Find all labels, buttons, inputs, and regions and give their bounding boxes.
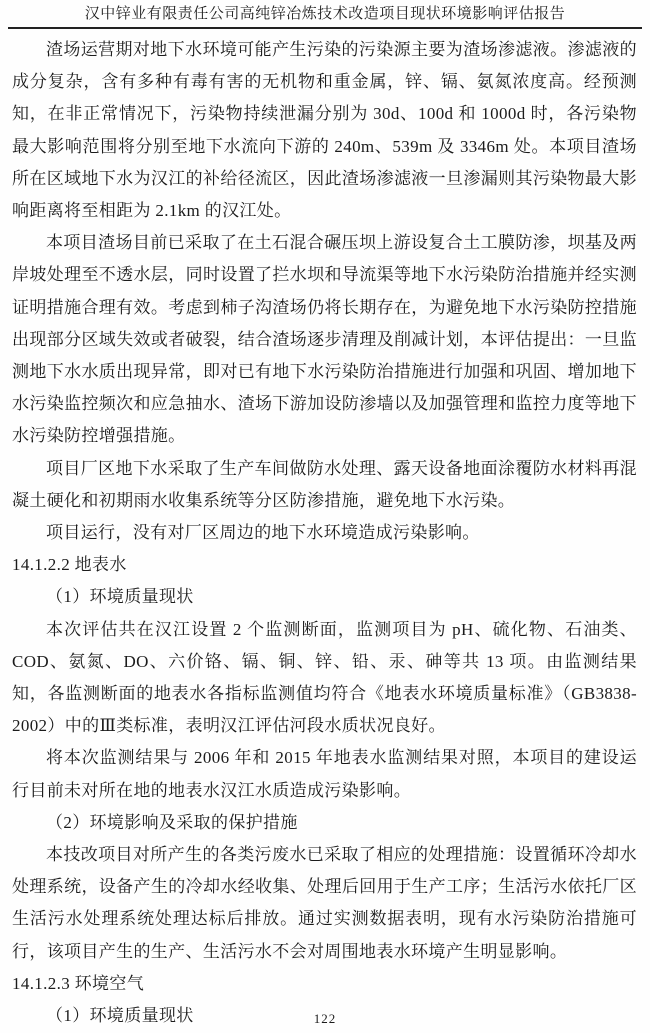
subheading-env-impact-protection: （2）环境影响及采取的保护措施 bbox=[46, 812, 298, 832]
section-heading-ambient-air: 14.1.2.3 环境空气 bbox=[12, 973, 145, 993]
subheading-env-quality-status-1: （1）环境质量现状 bbox=[46, 587, 194, 607]
page-header bbox=[0, 0, 650, 29]
subheading-env-quality-status-2: （1）环境质量现状 bbox=[46, 1006, 194, 1026]
page-footer bbox=[0, 1011, 650, 1027]
page-number: 122 bbox=[313, 1011, 337, 1026]
paragraph-slag-yard-leachate: 渣场运营期对地下水环境可能产生污染的污染源主要为渣场渗滤液。渗滤液的成分复杂，含有多种有毒有害的无机物和重金属，锌、镉、氨氮浓度高。经预测知，在非正常情况下，污染物持续泄漏分别为 30d、100d 和 1000d 时，各污染物最大影响范围将分别至地下水流向下游的 240m、539m 及 3346m 处。本项目渣场所在区域地下水为汉江的补给径流区，因此渣场渗滤液一旦渗漏则其污染物最大影响距离将至相距为 2.1km 的汉江处。 bbox=[12, 40, 637, 221]
paragraph-plant-area-groundwater: 项目厂区地下水采取了生产车间做防水处理、露天设备地面涂覆防水材料再混凝土硬化和初期雨水收集系统等分区防渗措施，避免地下水污染。 bbox=[12, 458, 637, 510]
document-body bbox=[0, 29, 650, 1032]
paragraph-wastewater-treatment: 本技改项目对所产生的各类污废水已采取了相应的处理措施：设置循环冷却水处理系统，设备产生的冷却水经收集、处理后回用于生产工序；生活污水依托厂区生活污水处理系统处理达标后排放。通过实测数据表明，现有水污染防治措施可行，该项目产生的生产、生活污水不会对周围地表水环境产生明显影响。 bbox=[12, 845, 637, 961]
paragraph-monitoring-sections: 本次评估共在汉江设置 2 个监测断面，监测项目为 pH、硫化物、石油类、COD、氨氮、DO、六价铬、镉、铜、锌、铅、汞、砷等共 13 项。由监测结果知，各监测断面的地表水各指标监测值均符合《地表水环境质量标准》（GB3838-2002）中的Ⅲ类标准，表明汉江评估河段水质状况良好。 bbox=[12, 619, 637, 736]
section-heading-surface-water: 14.1.2.2 地表水 bbox=[12, 555, 127, 575]
paragraph-seepage-control-measures: 本项目渣场目前已采取了在土石混合碾压坝上游设复合土工膜防渗，坝基及两岸坡处理至不透水层，同时设置了拦水坝和导流渠等地下水污染防治措施并经实测证明措施合理有效。考虑到柿子沟渣场仍将长期存在，为避免地下水污染防控措施出现部分区域失效或者破裂，结合渣场逐步清理及削减计划，本评估提出：一旦监测地下水水质出现异常，即对已有地下水污染防治措施进行加强和巩固、增加地下水污染监控频次和应急抽水、渣场下游加设防渗墙以及加强管理和监控力度等地下水污染防控增强措施。 bbox=[12, 233, 637, 446]
paragraph-operation-no-pollution: 项目运行，没有对厂区周边的地下水环境造成污染影响。 bbox=[46, 523, 480, 543]
header-title: 汉中锌业有限责任公司高纯锌冶炼技术改造项目现状环境影响评估报告 bbox=[84, 6, 566, 22]
paragraph-monitoring-comparison: 将本次监测结果与 2006 年和 2015 年地表水监测结果对照，本项目的建设运行目前未对所在地的地表水汉江水质造成污染影响。 bbox=[12, 748, 637, 800]
